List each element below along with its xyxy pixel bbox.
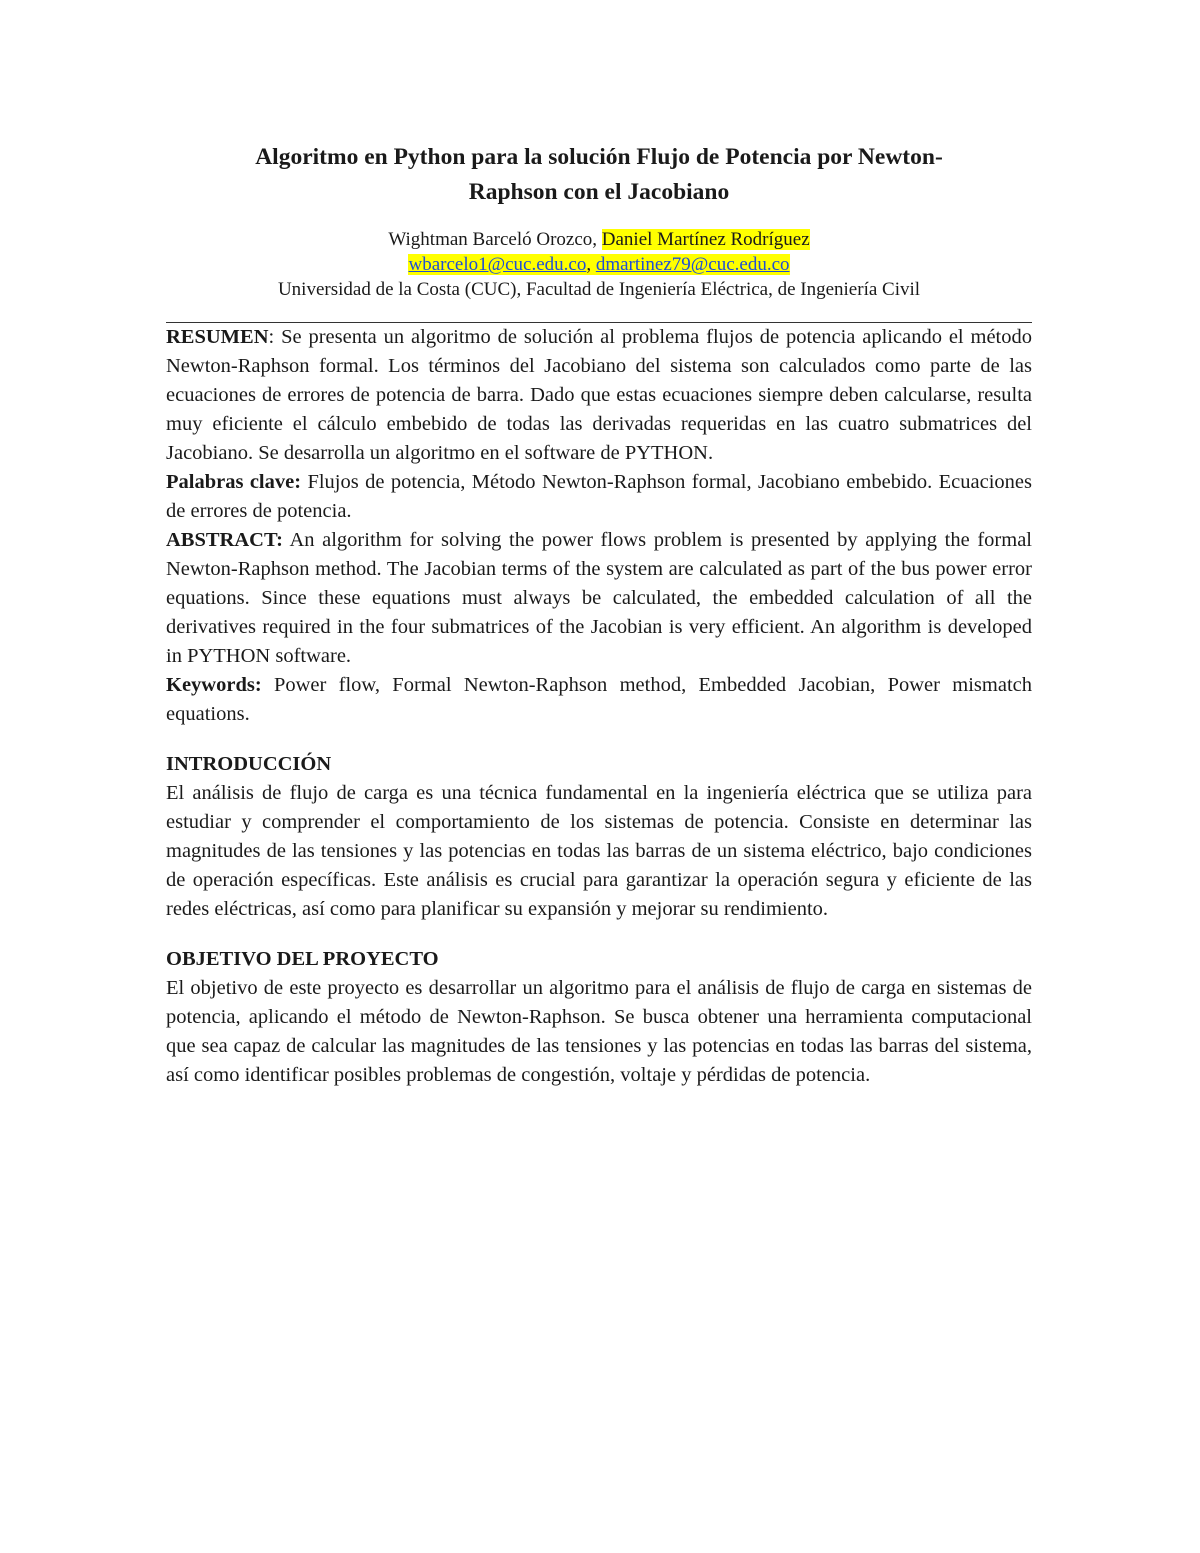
author-name-highlighted: Daniel Martínez Rodríguez	[601, 229, 810, 250]
abstract-paragraph	[166, 526, 1032, 671]
keywords-text: Power flow, Formal Newton-Raphson method, Embedded Jacobian, Power mismatch equations.	[166, 674, 1032, 725]
author-emails	[166, 252, 1032, 277]
affiliation: Universidad de la Costa (CUC), Facultad de Ingeniería Eléctrica, de Ingeniería Civil	[277, 279, 921, 300]
abstract-text: An algorithm for solving the power flows problem is presented by applying the formal Newton-Raphson method. The Jacobian terms of the system are calculated as part of the bus power error equations. Since these equations must always be calculated, the embedded calculation of all the derivatives required in the four submatrices of the Jacobian is very efficient. An algorithm is developed in PYTHON software.	[166, 529, 1032, 667]
keywords-paragraph	[166, 671, 1032, 729]
title-line-2: Raphson con el Jacobiano	[468, 179, 730, 205]
title-line-1: Algoritmo en Python para la solución Flujo de Potencia por Newton-	[255, 144, 943, 170]
resumen-label: RESUMEN	[166, 326, 269, 348]
abstract-label: ABSTRACT:	[166, 529, 283, 551]
email-separator: ,	[586, 254, 592, 275]
section-heading-introduccion: INTRODUCCIÓN	[166, 753, 332, 775]
objetivo-paragraph: El objetivo de este proyecto es desarrollar un algoritmo para el análisis de flujo de carga en sistemas de potencia, aplicando el método de Newton-Raphson. Se busca obtener una herramienta computacional que sea capaz de calcular las magnitudes de las tensiones y las potencias en todas las barras del sistema, así como identificar posibles problemas de congestión, voltaje y pérdidas de potencia.	[166, 977, 1032, 1086]
palabras-clave-text: Flujos de potencia, Método Newton-Raphson formal, Jacobiano embebido. Ecuaciones de errores de potencia.	[166, 471, 1032, 522]
paper-title	[166, 140, 1032, 210]
section-heading-objetivo: OBJETIVO DEL PROYECTO	[166, 948, 439, 970]
email-link[interactable]: wbarcelo1@cuc.edu.co	[408, 254, 587, 275]
palabras-clave-label: Palabras clave:	[166, 471, 302, 493]
author-list	[166, 227, 1032, 252]
palabras-clave-paragraph	[166, 468, 1032, 526]
introduccion-paragraph: El análisis de flujo de carga es una técnica fundamental en la ingeniería eléctrica que se utiliza para estudiar y comprender el comportamiento de los sistemas de potencia. Consiste en determinar las magnitudes de las tensiones y las potencias en todas las barras de un sistema eléctrico, bajo condiciones de operación específicas. Este análisis es crucial para garantizar la operación segura y eficiente de las redes eléctricas, así como para planificar su expansión y mejorar su rendimiento.	[166, 782, 1032, 920]
author-name: Wightman Barceló Orozco,	[388, 229, 598, 250]
email-link[interactable]: dmartinez79@cuc.edu.co	[595, 254, 790, 275]
resumen-text: : Se presenta un algoritmo de solución al problema flujos de potencia aplicando el método Newton-Raphson formal. Los términos del Jacobiano del sistema son calculados como parte de las ecuaciones de errores de potencia de barra. Dado que estas ecuaciones siempre deben calcularse, resulta muy eficiente el cálculo embebido de todas las derivadas requeridas en las cuatro submatrices del Jacobiano. Se desarrolla un algoritmo en el software de PYTHON.	[166, 326, 1032, 464]
keywords-label: Keywords:	[166, 674, 262, 696]
resumen-paragraph	[166, 323, 1032, 468]
paper-page	[166, 140, 1032, 1090]
